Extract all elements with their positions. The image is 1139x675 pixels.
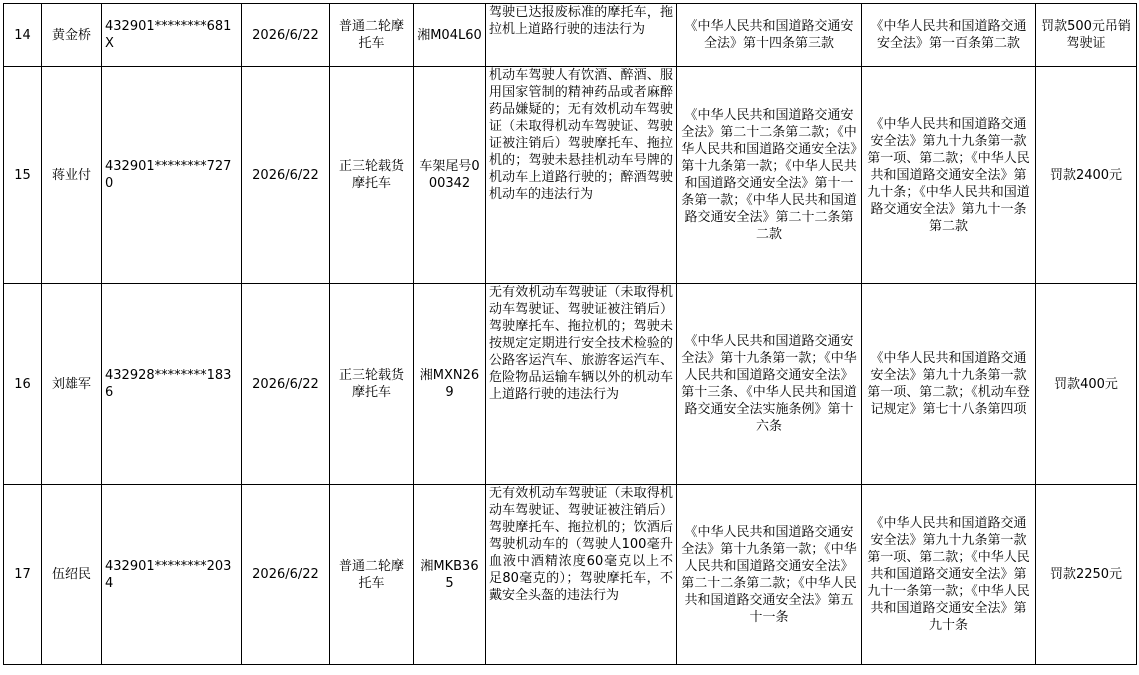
penalty: 罚款2250元 bbox=[1036, 485, 1137, 665]
row-number: 17 bbox=[4, 485, 42, 665]
id-number: 432901********2034 bbox=[102, 485, 242, 665]
driver-name: 黄金桥 bbox=[42, 4, 102, 67]
vehicle-type: 普通二轮摩托车 bbox=[330, 485, 414, 665]
violation-description: 无有效机动车驾驶证（未取得机动车驾驶证、驾驶证被注销后）驾驶摩托车、拖拉机的；驾驶未按规定定期进行安全技术检验的公路客运汽车、旅游客运汽车、危险物品运输车辆以外的机动车上道路行驶的违法行为 bbox=[486, 284, 677, 485]
violated-law: 《中华人民共和国道路交通安全法》第十四条第三款 bbox=[677, 4, 862, 67]
plate-number: 湘MKB365 bbox=[414, 485, 486, 665]
table-row bbox=[4, 67, 1137, 284]
id-number: 432928********1836 bbox=[102, 284, 242, 485]
violation-description: 驾驶已达报废标准的摩托车，拖拉机上道路行驶的违法行为 bbox=[486, 4, 677, 67]
id-number: 432901********681X bbox=[102, 4, 242, 67]
id-number: 432901********7270 bbox=[102, 67, 242, 284]
plate-number: 车架尾号000342 bbox=[414, 67, 486, 284]
penalty: 罚款2400元 bbox=[1036, 67, 1137, 284]
date: 2026/6/22 bbox=[242, 485, 330, 665]
violation-description: 无有效机动车驾驶证（未取得机动车驾驶证、驾驶证被注销后）驾驶摩托车、拖拉机的；饮酒后驾驶机动车的（驾驶人100毫升血液中酒精浓度60毫克以上不足80毫克的）；驾驶摩托车，不戴安全头盔的违法行为 bbox=[486, 485, 677, 665]
penalty-basis: 《中华人民共和国道路交通安全法》第九十九条第一款第一项、第二款；《中华人民共和国道路交通安全法》第九十条；《中华人民共和国道路交通安全法》第九十一条第二款 bbox=[862, 67, 1036, 284]
violated-law: 《中华人民共和国道路交通安全法》第十九条第一款；《中华人民共和国道路交通安全法》第十三条、《中华人民共和国道路交通安全法实施条例》第十六条 bbox=[677, 284, 862, 485]
violated-law: 《中华人民共和国道路交通安全法》第二十二条第二款；《中华人民共和国道路交通安全法》第十九条第一款；《中华人民共和国道路交通安全法》第十一条第一款；《中华人民共和国道路交通安全法》第二十二条第二款 bbox=[677, 67, 862, 284]
penalty: 罚款400元 bbox=[1036, 284, 1137, 485]
vehicle-type: 正三轮载货摩托车 bbox=[330, 284, 414, 485]
penalty-basis: 《中华人民共和国道路交通安全法》第九十九条第一款第一项、第二款；《机动车登记规定》第七十八条第四项 bbox=[862, 284, 1036, 485]
date: 2026/6/22 bbox=[242, 67, 330, 284]
driver-name: 伍绍民 bbox=[42, 485, 102, 665]
table-row bbox=[4, 485, 1137, 665]
penalty-basis: 《中华人民共和国道路交通安全法》第一百条第二款 bbox=[862, 4, 1036, 67]
row-number: 15 bbox=[4, 67, 42, 284]
plate-number: 湘M04L60 bbox=[414, 4, 486, 67]
vehicle-type: 普通二轮摩托车 bbox=[330, 4, 414, 67]
penalty-table bbox=[3, 3, 1137, 665]
date: 2026/6/22 bbox=[242, 4, 330, 67]
violated-law: 《中华人民共和国道路交通安全法》第十九条第一款；《中华人民共和国道路交通安全法》第二十二条第二款；《中华人民共和国道路交通安全法》第五十一条 bbox=[677, 485, 862, 665]
driver-name: 蒋业付 bbox=[42, 67, 102, 284]
violation-description: 机动车驾驶人有饮酒、醉酒、服用国家管制的精神药品或者麻醉药品嫌疑的；无有效机动车驾驶证（未取得机动车驾驶证、驾驶证被注销后）驾驶摩托车、拖拉机的；驾驶未悬挂机动车号牌的机动车上道路行驶的；醉酒驾驶机动车的违法行为 bbox=[486, 67, 677, 284]
table-row bbox=[4, 284, 1137, 485]
table-row bbox=[4, 4, 1137, 67]
plate-number: 湘MXN269 bbox=[414, 284, 486, 485]
vehicle-type: 正三轮载货摩托车 bbox=[330, 67, 414, 284]
row-number: 14 bbox=[4, 4, 42, 67]
driver-name: 刘雄军 bbox=[42, 284, 102, 485]
penalty: 罚款500元吊销驾驶证 bbox=[1036, 4, 1137, 67]
date: 2026/6/22 bbox=[242, 284, 330, 485]
row-number: 16 bbox=[4, 284, 42, 485]
penalty-basis: 《中华人民共和国道路交通安全法》第九十九条第一款第一项、第二款；《中华人民共和国道路交通安全法》第九十一条第一款；《中华人民共和国道路交通安全法》第九十条 bbox=[862, 485, 1036, 665]
